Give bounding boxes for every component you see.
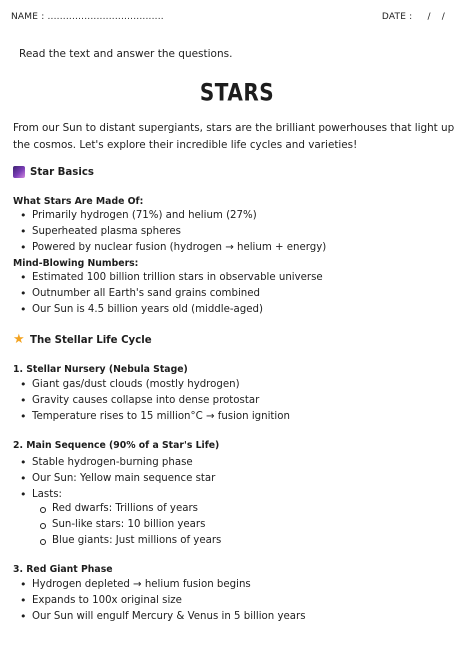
name-field (11, 12, 164, 22)
list-item: • Outnumber all Earth's sand grains combined (20, 286, 323, 302)
worksheet-header (11, 12, 463, 26)
list-item: • Our Sun: Yellow main sequence star (20, 471, 215, 487)
date-blank: / / (427, 12, 445, 22)
lasts-list (39, 501, 221, 548)
page-title: STARS (199, 77, 275, 107)
list-item: • Our Sun will engulf Mercury & Venus in 5 billion years (20, 609, 306, 625)
list-item: • Estimated 100 billion trillion stars in observable universe (20, 270, 323, 286)
instruction-text: Read the text and answer the questions. (19, 48, 233, 60)
date-label: DATE : (381, 12, 413, 22)
main-sequence-heading: 2. Main Sequence (90% of a Star's Life) (13, 440, 220, 451)
made-of-heading: What Stars Are Made Of: (13, 196, 144, 207)
made-of-list (20, 208, 326, 255)
red-giant-heading: 3. Red Giant Phase (13, 564, 113, 575)
numbers-list (20, 270, 323, 317)
section-title: The Stellar Life Cycle (30, 334, 152, 346)
nursery-heading: 1. Stellar Nursery (Nebula Stage) (13, 364, 188, 375)
list-item: • Superheated plasma spheres (20, 224, 326, 240)
list-item: • Expands to 100x original size (20, 593, 306, 609)
section-heading-life-cycle (13, 334, 152, 346)
list-item: • Our Sun is 4.5 billion years old (middle-aged) (20, 302, 323, 318)
list-item: • Giant gas/dust clouds (mostly hydrogen) (20, 377, 290, 393)
list-item: • Temperature rises to 15 million°C → fusion ignition (20, 409, 290, 425)
list-item: Sun-like stars: 10 billion years (39, 517, 221, 533)
section-heading-star-basics (13, 166, 94, 178)
list-item: • Powered by nuclear fusion (hydrogen → helium + energy) (20, 240, 326, 256)
nursery-list (20, 377, 290, 424)
galaxy-icon (13, 166, 25, 178)
list-item: • Lasts: (20, 487, 215, 503)
list-item: Red dwarfs: Trillions of years (39, 501, 221, 517)
list-item: • Gravity causes collapse into dense protostar (20, 393, 290, 409)
main-sequence-list (20, 455, 215, 502)
list-item: • Stable hydrogen-burning phase (20, 455, 215, 471)
intro-paragraph: From our Sun to distant supergiants, stars are the brilliant powerhouses that light up the cosmos. Let's explore their incredible life cycles and varieties! (13, 122, 455, 151)
numbers-heading: Mind-Blowing Numbers: (13, 258, 139, 269)
list-item: • Primarily hydrogen (71%) and helium (27%) (20, 208, 326, 224)
list-item: Blue giants: Just millions of years (39, 533, 221, 549)
list-item: • Hydrogen depleted → helium fusion begins (20, 577, 306, 593)
section-title: Star Basics (30, 166, 94, 178)
name-blank: ...................................... (47, 12, 164, 22)
name-label: NAME : (11, 12, 45, 22)
date-field (382, 12, 445, 22)
star-icon: ★ (13, 332, 25, 347)
red-giant-list (20, 577, 306, 624)
